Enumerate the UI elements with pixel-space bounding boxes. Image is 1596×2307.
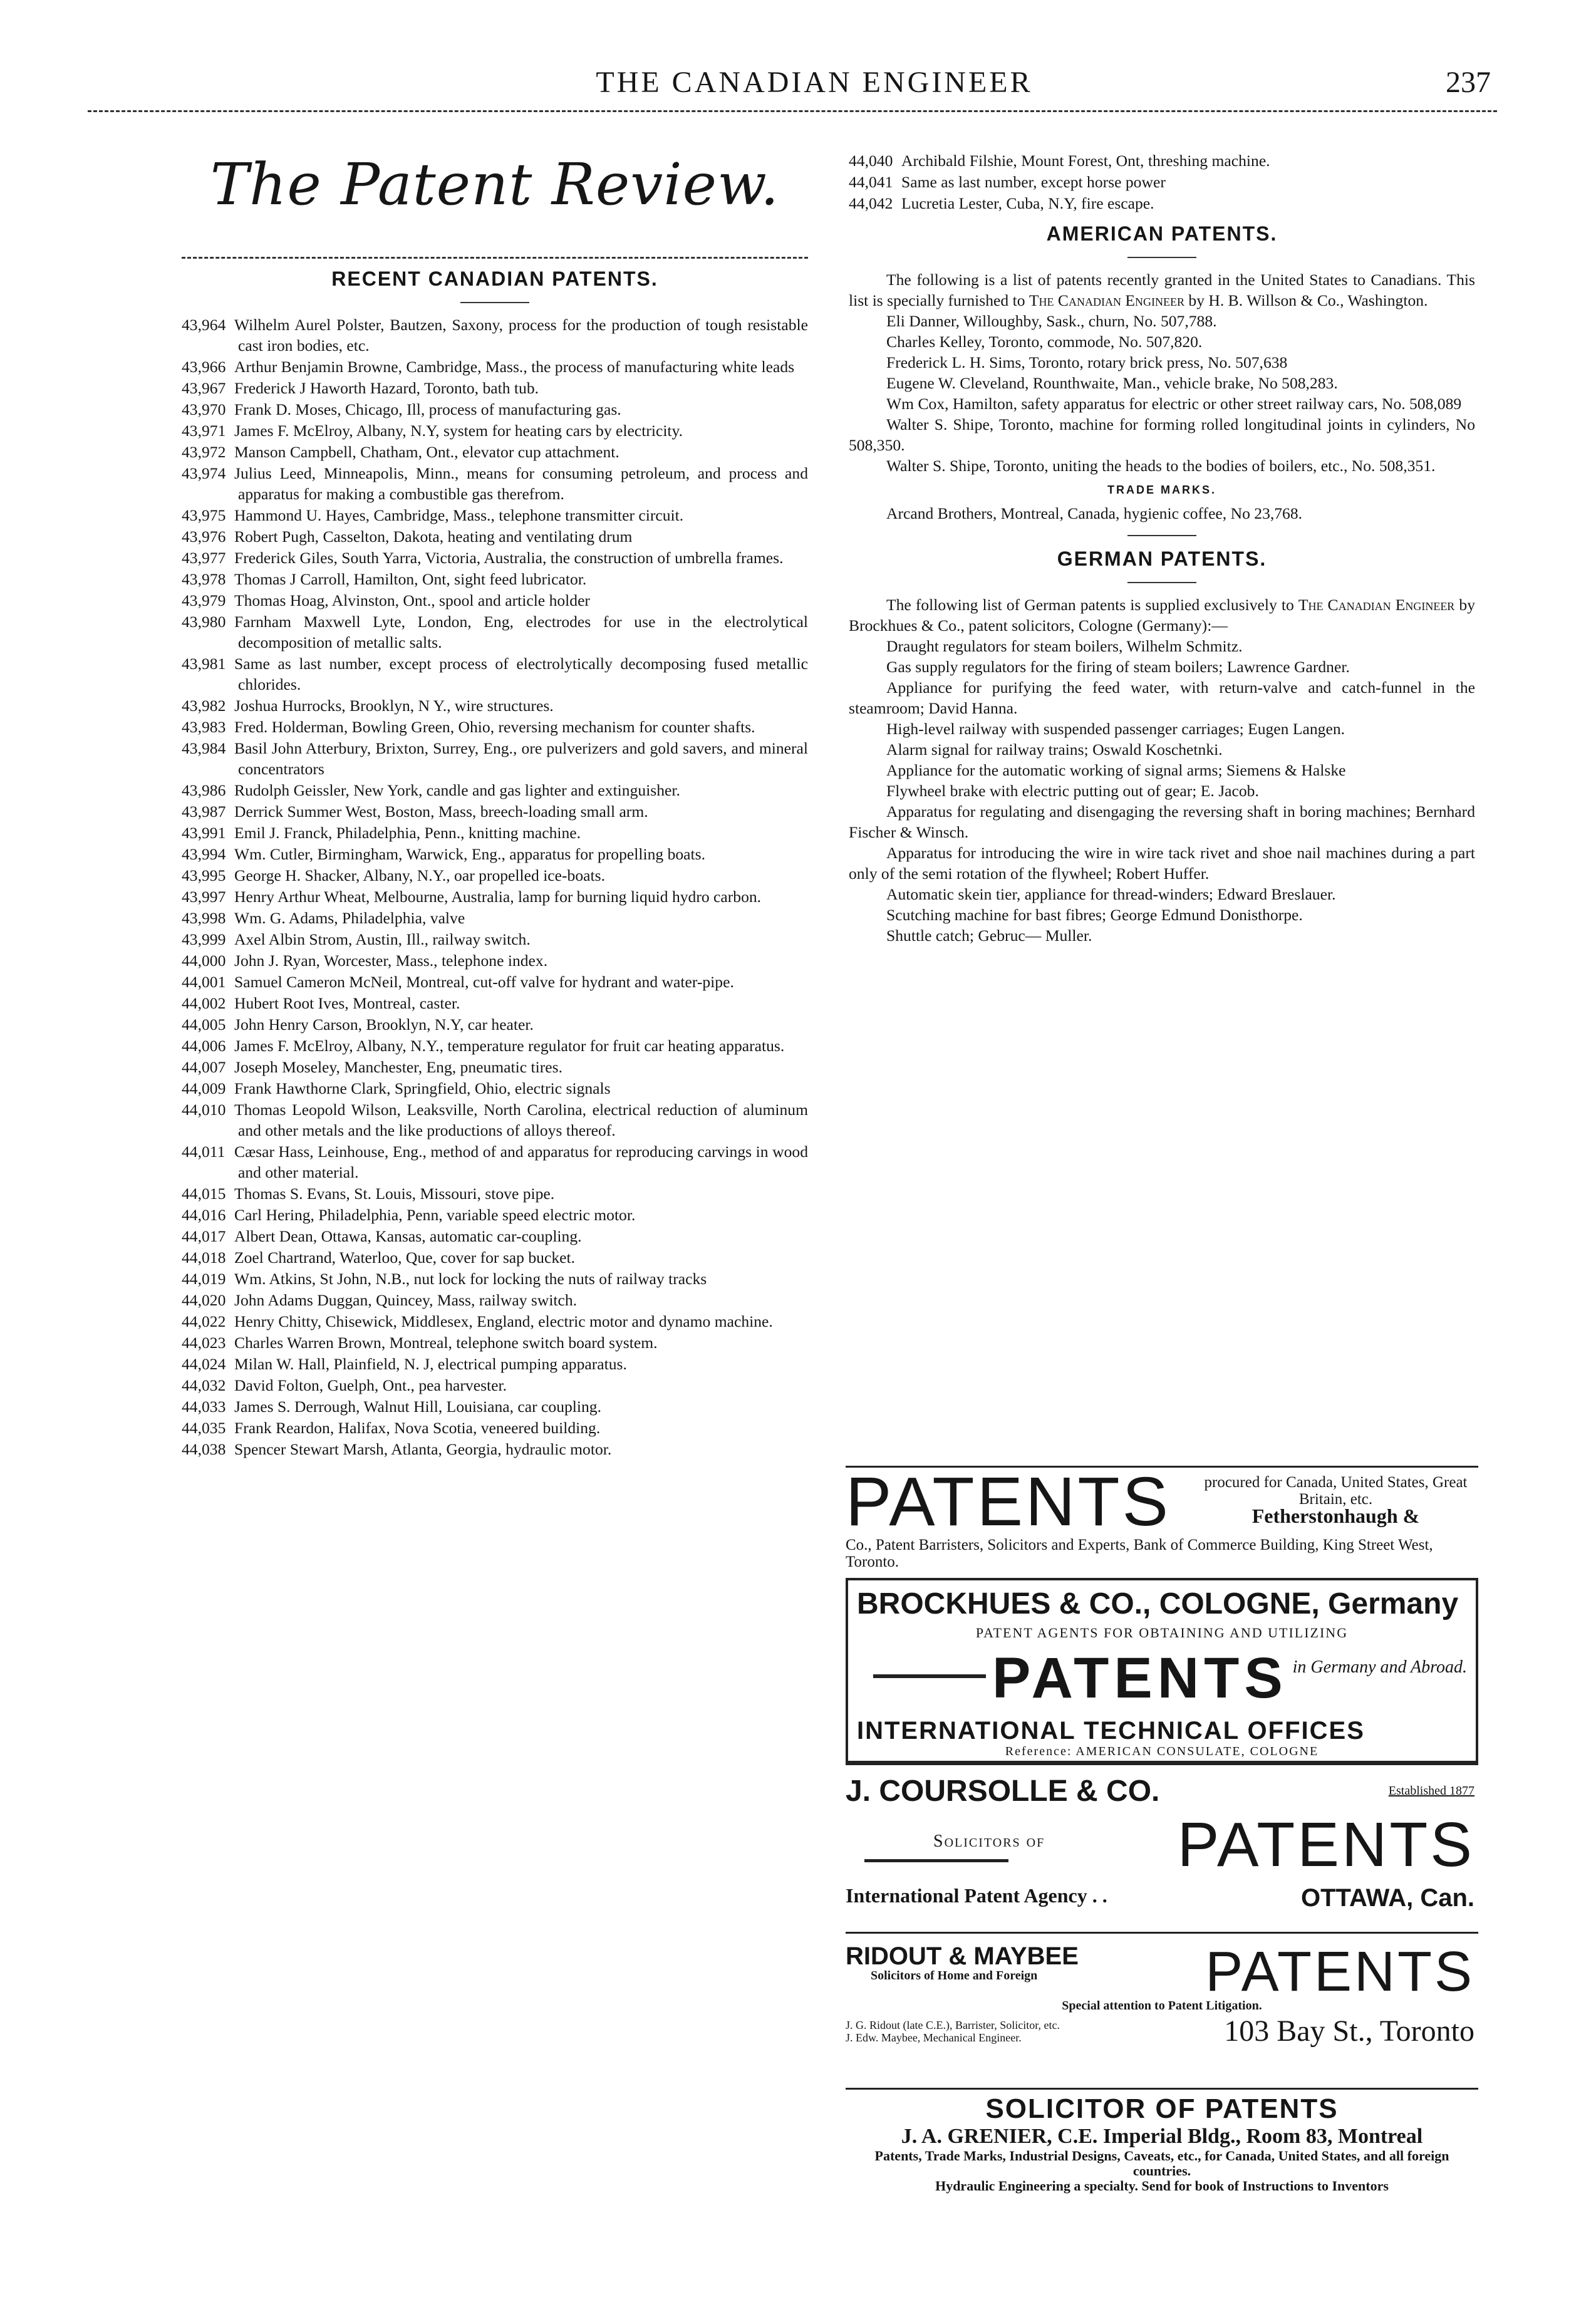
patent-number: 43,972 bbox=[182, 443, 226, 461]
ad-solicitors: Solicitors of bbox=[933, 1832, 1045, 1851]
patent-entry bbox=[182, 314, 808, 356]
patent-text: Manson Campbell, Chatham, Ont., elevator cup attachment. bbox=[234, 443, 619, 461]
patent-entry bbox=[182, 653, 808, 695]
patent-text: John J. Ryan, Worcester, Mass., telephone index. bbox=[234, 951, 548, 970]
patent-entry bbox=[182, 420, 808, 441]
ad-established: Established 1877 bbox=[1388, 1784, 1474, 1798]
american-patent-entry: Frederick L. H. Sims, Toronto, rotary brick press, No. 507,638 bbox=[886, 353, 1288, 371]
patent-entry bbox=[182, 1418, 808, 1438]
patent-number: 43,981 bbox=[182, 655, 226, 673]
masthead-rule bbox=[182, 257, 808, 259]
patent-text: Milan W. Hall, Plainfield, N. J, electrical pumping apparatus. bbox=[234, 1355, 627, 1373]
patent-entry bbox=[182, 590, 808, 611]
short-rule bbox=[1127, 535, 1196, 536]
patent-entry bbox=[182, 1247, 808, 1268]
trade-mark-list bbox=[849, 503, 1475, 524]
patent-entry bbox=[182, 463, 808, 504]
patent-entry bbox=[182, 844, 808, 864]
patent-entry bbox=[849, 193, 1475, 214]
patent-text: Derrick Summer West, Boston, Mass, breech-loading small arm. bbox=[234, 802, 648, 821]
ad-services: Patents, Trade Marks, Industrial Designs, Caveats, etc., for Canada, United States, and all foreign countries. bbox=[874, 2148, 1449, 2179]
patent-text: Frederick J Haworth Hazard, Toronto, bath tub. bbox=[234, 379, 539, 397]
patent-number: 44,010 bbox=[182, 1101, 226, 1119]
arrow-icon bbox=[864, 1859, 1008, 1862]
patent-text: James F. McElroy, Albany, N.Y., temperature regulator for fruit car heating apparatus. bbox=[234, 1037, 785, 1055]
american-patent-entry: Walter S. Shipe, Toronto, uniting the heads to the bodies of boilers, etc., No. 508,351. bbox=[886, 457, 1436, 475]
ad-big-word: PATENTS bbox=[1177, 1810, 1474, 1880]
patent-text: Albert Dean, Ottawa, Kansas, automatic car-coupling. bbox=[234, 1227, 582, 1245]
ad-firm: BROCKHUES & CO., COLOGNE, Germany bbox=[857, 1587, 1459, 1620]
patent-text: James S. Derrough, Walnut Hill, Louisiana, car coupling. bbox=[234, 1397, 602, 1416]
ad-bottom-text: Co., Patent Barristers, Solicitors and Experts, Bank of Commerce Building, King Street West, Toronto. bbox=[846, 1537, 1433, 1570]
patent-entry bbox=[182, 526, 808, 547]
patent-text: Samuel Cameron McNeil, Montreal, cut-off valve for hydrant and water-pipe. bbox=[234, 973, 734, 991]
patent-number: 44,007 bbox=[182, 1058, 226, 1076]
patent-number: 44,035 bbox=[182, 1419, 226, 1437]
patent-entry bbox=[182, 1078, 808, 1099]
patent-text: Archibald Filshie, Mount Forest, Ont, threshing machine. bbox=[901, 152, 1270, 170]
german-patent-entry: High-level railway with suspended passenger carriages; Eugen Langen. bbox=[886, 720, 1345, 738]
patent-number: 43,982 bbox=[182, 697, 226, 715]
patent-entry bbox=[182, 972, 808, 992]
patent-text: Charles Warren Brown, Montreal, telephone switch board system. bbox=[234, 1334, 658, 1352]
ad-reference: Reference: AMERICAN CONSULATE, COLOGNE bbox=[1005, 1745, 1319, 1758]
patent-text: Spencer Stewart Marsh, Atlanta, Georgia, hydraulic motor. bbox=[234, 1440, 612, 1458]
patent-number: 44,011 bbox=[182, 1143, 225, 1161]
patent-text: Julius Leed, Minneapolis, Minn., means for consuming petroleum, and process and apparatus for making a combustible gas therefrom. bbox=[234, 464, 808, 503]
patent-entry bbox=[182, 780, 808, 801]
trade-marks-heading: TRADE MARKS. bbox=[1107, 484, 1216, 496]
patent-number: 43,991 bbox=[182, 824, 226, 842]
canadian-patent-list bbox=[182, 314, 808, 1459]
patent-text: Joshua Hurrocks, Brooklyn, N Y., wire structures. bbox=[234, 697, 554, 715]
patent-number: 43,995 bbox=[182, 866, 226, 884]
ad-tagline: Solicitors of Home and Foreign bbox=[871, 1969, 1038, 1983]
patent-text: Wm. Atkins, St John, N.B., nut lock for locking the nuts of railway tracks bbox=[234, 1270, 707, 1288]
patent-entry bbox=[182, 695, 808, 716]
german-patent-entry: Gas supply regulators for the firing of steam boilers; Lawrence Gardner. bbox=[886, 658, 1350, 676]
german-patent-entry: Alarm signal for railway trains; Oswald Koschetnki. bbox=[886, 740, 1223, 759]
patent-entry bbox=[182, 1183, 808, 1204]
patent-number: 43,983 bbox=[182, 718, 226, 736]
ad-coursolle bbox=[846, 1763, 1478, 1932]
american-patent-list bbox=[849, 311, 1475, 476]
ad-firm: RIDOUT & MAYBEE bbox=[846, 1942, 1079, 1970]
ad-side-text: in Germany and Abroad. bbox=[1292, 1657, 1467, 1677]
short-rule bbox=[460, 302, 529, 303]
patent-entry bbox=[182, 611, 808, 653]
patent-text: George H. Shacker, Albany, N.Y., oar propelled ice-boats. bbox=[234, 866, 605, 884]
patent-text: Wilhelm Aurel Polster, Bautzen, Saxony, process for the production of tough resistable cast iron bodies, etc. bbox=[234, 316, 808, 355]
patent-entry bbox=[182, 865, 808, 886]
german-patent-entry: Apparatus for regulating and disengaging the reversing shaft in boring machines; Bernhard Fischer & Winsch. bbox=[849, 802, 1475, 841]
patent-number: 43,974 bbox=[182, 464, 226, 482]
patent-text: Hammond U. Hayes, Cambridge, Mass., telephone transmitter circuit. bbox=[234, 506, 684, 524]
american-patent-entry: Eugene W. Cleveland, Rounthwaite, Man., vehicle brake, No 508,283. bbox=[886, 374, 1338, 392]
patent-number: 44,016 bbox=[182, 1206, 226, 1224]
patent-number: 43,998 bbox=[182, 909, 226, 927]
patent-entry bbox=[182, 1057, 808, 1077]
patent-number: 43,986 bbox=[182, 781, 226, 799]
ad-side-text: procured for Canada, United States, Great Britain, etc. Fetherstonhaugh & bbox=[1204, 1474, 1468, 1527]
patent-entry bbox=[182, 929, 808, 950]
page-number: 237 bbox=[1446, 66, 1491, 99]
patent-text: Cæsar Hass, Leinhouse, Eng., method of and apparatus for reproducing carvings in wood and other material. bbox=[234, 1143, 808, 1181]
right-column bbox=[849, 150, 1475, 946]
patent-entry bbox=[182, 399, 808, 420]
patent-text: Same as last number, except horse power bbox=[901, 173, 1166, 191]
patent-number: 44,041 bbox=[849, 173, 893, 191]
advertisements bbox=[846, 1463, 1478, 2199]
patent-number: 43,979 bbox=[182, 591, 226, 609]
patent-entry bbox=[182, 950, 808, 971]
patent-text: David Folton, Guelph, Ont., pea harvester. bbox=[234, 1376, 507, 1394]
ad-grenier bbox=[846, 2088, 1478, 2199]
patent-text: Henry Arthur Wheat, Melbourne, Australia, lamp for burning liquid hydro carbon. bbox=[234, 888, 762, 906]
patent-number: 44,000 bbox=[182, 951, 226, 970]
patent-number: 44,009 bbox=[182, 1079, 226, 1097]
patent-number: 43,980 bbox=[182, 613, 226, 631]
patent-number: 44,002 bbox=[182, 994, 226, 1012]
patent-entry bbox=[849, 172, 1475, 192]
patent-number: 43,967 bbox=[182, 379, 226, 397]
short-rule bbox=[1127, 582, 1196, 583]
patent-number: 44,019 bbox=[182, 1270, 226, 1288]
patent-number: 44,005 bbox=[182, 1015, 226, 1034]
patent-entry bbox=[182, 505, 808, 526]
ad-ridout-maybee bbox=[846, 1932, 1478, 2088]
patent-text: Axel Albin Strom, Austin, Ill., railway switch. bbox=[234, 930, 531, 948]
german-patent-entry: Draught regulators for steam boilers, Wilhelm Schmitz. bbox=[886, 637, 1243, 655]
patent-number: 43,964 bbox=[182, 316, 226, 334]
patent-entry bbox=[182, 738, 808, 779]
patent-number: 44,042 bbox=[849, 194, 893, 212]
ad-heading: SOLICITOR OF PATENTS bbox=[985, 2093, 1339, 2124]
patent-number: 43,984 bbox=[182, 739, 226, 757]
german-patent-entry: Scutching machine for bast fibres; George Edmund Donisthorpe. bbox=[886, 906, 1303, 924]
patent-entry bbox=[182, 1332, 808, 1353]
patent-number: 44,001 bbox=[182, 973, 226, 991]
ad-big-word: PATENTS bbox=[992, 1646, 1288, 1710]
patent-text: Frank Hawthorne Clark, Springfield, Ohio, electric signals bbox=[234, 1079, 611, 1097]
patent-number: 43,997 bbox=[182, 888, 226, 906]
patent-entry bbox=[182, 1035, 808, 1056]
patent-number: 44,038 bbox=[182, 1440, 226, 1458]
patent-entry bbox=[182, 1226, 808, 1247]
patent-text: Thomas J Carroll, Hamilton, Ont, sight feed lubricator. bbox=[234, 570, 587, 588]
patent-entry bbox=[849, 150, 1475, 171]
ad-big-word: PATENTS bbox=[846, 1463, 1171, 1540]
patent-text: Frank Reardon, Halifax, Nova Scotia, veneered building. bbox=[234, 1419, 601, 1437]
patent-number: 44,033 bbox=[182, 1397, 226, 1416]
ad-bottom-text: International Patent Agency . . OTTAWA, Can. bbox=[846, 1884, 1474, 1912]
patent-number: 44,023 bbox=[182, 1334, 226, 1352]
patent-number: 43,977 bbox=[182, 549, 226, 567]
patent-entry bbox=[182, 1268, 808, 1289]
patent-entry bbox=[182, 356, 808, 377]
german-patent-entry: Apparatus for introducing the wire in wire tack rivet and shoe nail machines during a part only of the semi rotation of the flywheel; Robert Huffer. bbox=[849, 844, 1475, 883]
patent-text: Lucretia Lester, Cuba, N.Y, fire escape. bbox=[901, 194, 1154, 212]
patent-entry bbox=[182, 993, 808, 1014]
patent-number: 44,032 bbox=[182, 1376, 226, 1394]
german-patent-entry: Appliance for the automatic working of signal arms; Siemens & Halske bbox=[886, 761, 1346, 779]
american-patent-entry: Eli Danner, Willoughby, Sask., churn, No. 507,788. bbox=[886, 312, 1217, 330]
patent-number: 44,022 bbox=[182, 1312, 226, 1330]
german-patent-entry: Shuttle catch; Gebruc— Muller. bbox=[886, 926, 1092, 945]
header-rule bbox=[88, 110, 1497, 112]
ad-firm: J. COURSOLLE & CO. bbox=[846, 1775, 1160, 1808]
german-patent-list bbox=[849, 636, 1475, 946]
patent-number: 43,999 bbox=[182, 930, 226, 948]
patent-number: 44,006 bbox=[182, 1037, 226, 1055]
patent-text: Robert Pugh, Casselton, Dakota, heating and ventilating drum bbox=[234, 527, 633, 546]
american-patent-entry: Charles Kelley, Toronto, commode, No. 507,820. bbox=[886, 333, 1203, 351]
patent-number: 43,970 bbox=[182, 400, 226, 418]
patent-number: 44,040 bbox=[849, 152, 893, 170]
patent-text: Same as last number, except process of electrolytically decomposing fused metallic chlorides. bbox=[234, 655, 808, 693]
page-header bbox=[132, 65, 1497, 115]
patent-number: 44,024 bbox=[182, 1355, 226, 1373]
patent-number: 43,994 bbox=[182, 845, 226, 863]
patent-entry bbox=[182, 569, 808, 589]
patent-text: Farnham Maxwell Lyte, London, Eng, electrodes for use in the electrolytical decomposition of metallic salts. bbox=[234, 613, 808, 651]
patent-entry bbox=[182, 442, 808, 462]
ad-specialty: Special attention to Patent Litigation. bbox=[1062, 1999, 1262, 2013]
ad-specialty: Hydraulic Engineering a specialty. Send for book of Instructions to Inventors bbox=[935, 2178, 1389, 2194]
patent-number: 44,020 bbox=[182, 1291, 226, 1309]
patent-text: Emil J. Franck, Philadelphia, Penn., knitting machine. bbox=[234, 824, 581, 842]
american-patents-heading: AMERICAN PATENTS. bbox=[1046, 222, 1278, 245]
patent-number: 43,966 bbox=[182, 358, 226, 376]
patent-text: Wm. G. Adams, Philadelphia, valve bbox=[234, 909, 465, 927]
patent-text: Arthur Benjamin Browne, Cambridge, Mass., the process of manufacturing white leads bbox=[234, 358, 795, 376]
patent-number: 44,018 bbox=[182, 1248, 226, 1267]
patent-entry bbox=[182, 801, 808, 822]
left-column bbox=[182, 144, 808, 1460]
ad-fetherstonhaugh bbox=[846, 1463, 1478, 1578]
patent-text: Zoel Chartrand, Waterloo, Que, cover for sap bucket. bbox=[234, 1248, 575, 1267]
ad-address: 103 Bay St., Toronto bbox=[1224, 2014, 1474, 2048]
patent-entry bbox=[182, 1311, 808, 1332]
patent-text: James F. McElroy, Albany, N.Y, system for heating cars by electricity. bbox=[234, 422, 683, 440]
patent-text: Thomas Hoag, Alvinston, Ont., spool and article holder bbox=[234, 591, 590, 609]
ad-names: J. G. Ridout (late C.E.), Barrister, Solicitor, etc. J. Edw. Maybee, Mechanical Engineer. bbox=[846, 2019, 1060, 2044]
patent-text: Thomas S. Evans, St. Louis, Missouri, stove pipe. bbox=[234, 1185, 555, 1203]
ad-offices: INTERNATIONAL TECHNICAL OFFICES bbox=[857, 1717, 1365, 1745]
patent-entry bbox=[182, 1290, 808, 1310]
ad-brockhues bbox=[846, 1578, 1478, 1763]
patent-text: Fred. Holderman, Bowling Green, Ohio, reversing mechanism for counter shafts. bbox=[234, 718, 755, 736]
patent-text: Frank D. Moses, Chicago, Ill, process of manufacturing gas. bbox=[234, 400, 621, 418]
ad-firm: J. A. GRENIER, C.E. Imperial Bldg., Room 83, Montreal bbox=[901, 2125, 1423, 2148]
american-intro: The following is a list of patents recently granted in the United States to Canadians. This list is specially furnished to The Canadian Engineer by H. B. Willson & Co., Washington. bbox=[849, 271, 1475, 309]
patent-number: 43,987 bbox=[182, 802, 226, 821]
patent-text: Wm. Cutler, Birmingham, Warwick, Eng., apparatus for propelling boats. bbox=[234, 845, 706, 863]
patent-entry bbox=[182, 1375, 808, 1396]
patent-text: Basil John Atterbury, Brixton, Surrey, Eng., ore pulverizers and gold savers, and mineral concentrators bbox=[234, 739, 808, 778]
arrow-icon bbox=[873, 1674, 986, 1678]
patent-entry bbox=[182, 1439, 808, 1459]
running-title: THE CANADIAN ENGINEER bbox=[596, 66, 1033, 99]
patent-number: 43,978 bbox=[182, 570, 226, 588]
short-rule bbox=[1127, 257, 1196, 258]
american-patent-entry: Wm Cox, Hamilton, safety apparatus for electric or other street railway cars, No. 508,089 bbox=[886, 395, 1462, 413]
patent-number: 43,976 bbox=[182, 527, 226, 546]
patent-entry bbox=[182, 886, 808, 907]
patent-text: Henry Chitty, Chisewick, Middlesex, England, electric motor and dynamo machine. bbox=[234, 1312, 773, 1330]
patent-entry bbox=[182, 908, 808, 928]
patent-text: Rudolph Geissler, New York, candle and gas lighter and extinguisher. bbox=[234, 781, 680, 799]
patent-entry bbox=[182, 1099, 808, 1141]
patent-entry bbox=[182, 1205, 808, 1225]
patent-entry bbox=[182, 1396, 808, 1417]
patent-number: 44,015 bbox=[182, 1185, 226, 1203]
patent-text: Carl Hering, Philadelphia, Penn, variable speed electric motor. bbox=[234, 1206, 636, 1224]
patent-number: 44,017 bbox=[182, 1227, 226, 1245]
german-patent-entry: Flywheel brake with electric putting out of gear; E. Jacob. bbox=[886, 782, 1259, 800]
patent-text: John Henry Carson, Brooklyn, N.Y, car heater. bbox=[234, 1015, 534, 1034]
patent-entry bbox=[182, 1014, 808, 1035]
american-patent-entry: Walter S. Shipe, Toronto, machine for forming rolled longitudinal joints in cylinders, No 508,350. bbox=[849, 415, 1475, 454]
patent-text: John Adams Duggan, Quincey, Mass, railway switch. bbox=[234, 1291, 578, 1309]
patent-entry bbox=[182, 1354, 808, 1374]
continued-patent-list bbox=[849, 150, 1475, 214]
patent-text: Joseph Moseley, Manchester, Eng, pneumatic tires. bbox=[234, 1058, 562, 1076]
german-patent-entry: Automatic skein tier, appliance for thread-winders; Edward Breslauer. bbox=[886, 885, 1336, 903]
ad-tagline: PATENT AGENTS FOR OBTAINING AND UTILIZING bbox=[975, 1625, 1349, 1641]
patent-text: Hubert Root Ives, Montreal, caster. bbox=[234, 994, 460, 1012]
patent-entry bbox=[182, 547, 808, 568]
german-patent-entry: Appliance for purifying the feed water, with return-valve and catch-funnel in the steamroom; David Hanna. bbox=[849, 678, 1475, 717]
german-patents-heading: GERMAN PATENTS. bbox=[1057, 547, 1267, 570]
canadian-patents-heading: RECENT CANADIAN PATENTS. bbox=[331, 267, 658, 290]
patent-text: Frederick Giles, South Yarra, Victoria, Australia, the construction of umbrella frames. bbox=[234, 549, 784, 567]
patent-entry bbox=[182, 378, 808, 398]
masthead: The Patent Review. bbox=[210, 151, 780, 218]
patent-entry bbox=[182, 1141, 808, 1183]
patent-number: 43,975 bbox=[182, 506, 226, 524]
patent-entry bbox=[182, 717, 808, 737]
patent-number: 43,971 bbox=[182, 422, 226, 440]
german-intro: The following list of German patents is supplied exclusively to The Canadian Engineer by Brockhues & Co., patent solicitors, Cologne (Germany):— bbox=[849, 596, 1475, 635]
patent-text: Thomas Leopold Wilson, Leaksville, North Carolina, electrical reduction of aluminum and other metals and the like productions of alloys thereof. bbox=[234, 1101, 808, 1139]
trade-mark-entry: Arcand Brothers, Montreal, Canada, hygienic coffee, No 23,768. bbox=[886, 504, 1303, 522]
ad-big-word: PATENTS bbox=[1205, 1941, 1474, 2003]
patent-entry bbox=[182, 822, 808, 843]
